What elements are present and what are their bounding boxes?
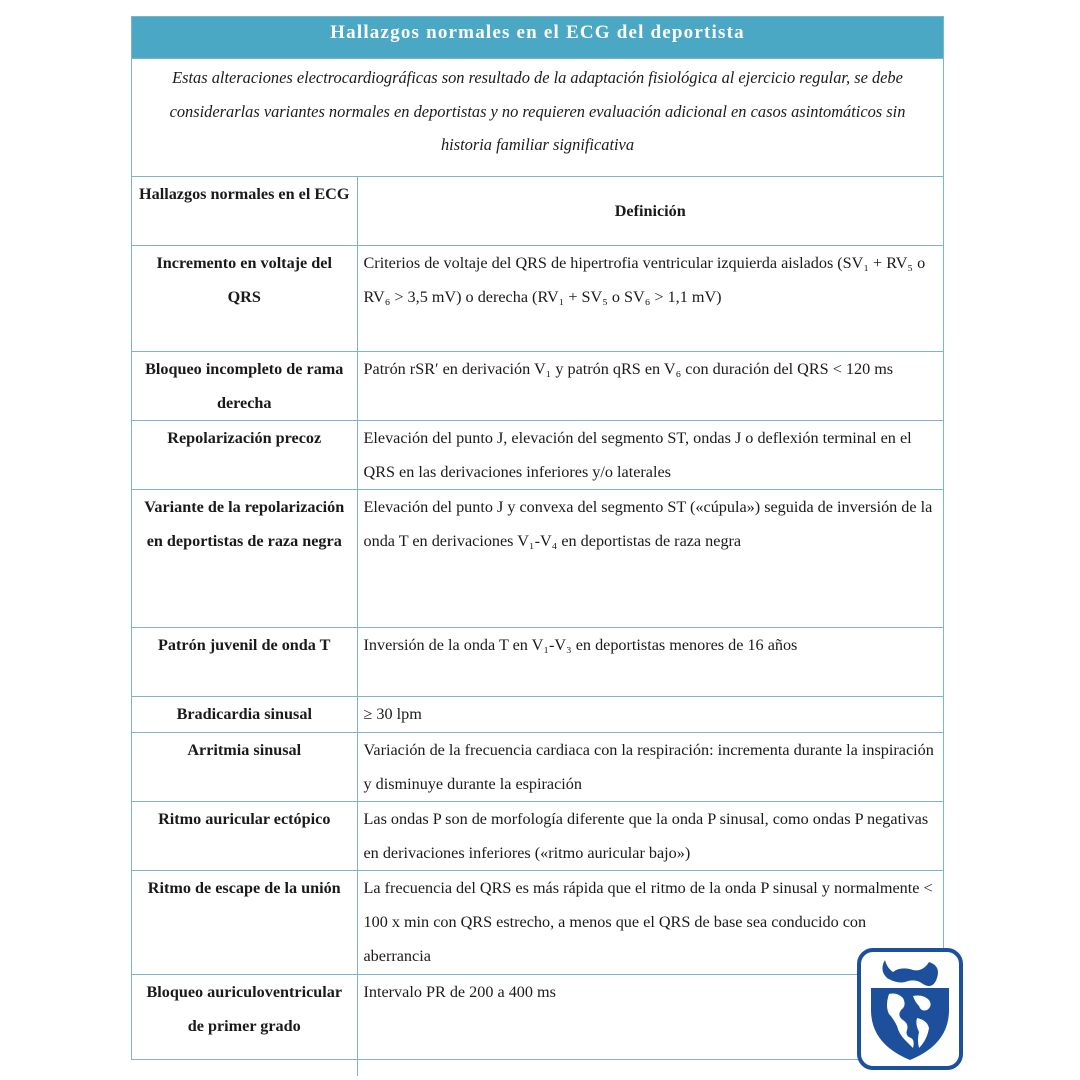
row-definition: Elevación del punto J y convexa del segmento ST («cúpula») seguida de inversión de la onda T en derivaciones V₁-V₄ en deportistas de raza negra [357,489,943,627]
row-term: Bloqueo incompleto de rama derecha [132,351,357,420]
row-term: Bloqueo auriculoventricular de primer grado [132,974,357,1076]
shield-americas-eagle-icon [857,948,963,1072]
row-term: Repolarización precoz [132,420,357,489]
table-header-row [132,177,943,245]
row-term: Ritmo auricular ectópico [132,801,357,870]
row-term: Arritmia sinusal [132,732,357,801]
row-definition: Intervalo PR de 200 a 400 ms [357,974,943,1076]
row-term: Patrón juvenil de onda T [132,627,357,696]
row-term: Variante de la repolarización en deportistas de raza negra [132,489,357,627]
ecg-table-document [131,16,944,1060]
table-row [132,732,943,801]
table-row [132,870,943,974]
document-title: Hallazgos normales en el ECG del deportista [132,17,943,59]
row-definition: La frecuencia del QRS es más rápida que el ritmo de la onda P sinusal y normalmente < 100 x min con QRS estrecho, a menos que el QRS de base sea conducido con aberrancia [357,870,943,974]
table-row [132,420,943,489]
table-row [132,801,943,870]
column-header-findings: Hallazgos normales en el ECG [132,177,357,245]
row-term: Incremento en voltaje del QRS [132,245,357,351]
table-row [132,351,943,420]
row-definition: Patrón rSR′ en derivación V₁ y patrón qRS en V₆ con duración del QRS < 120 ms [357,351,943,420]
row-term: Bradicardia sinusal [132,696,357,732]
row-term: Ritmo de escape de la unión [132,870,357,974]
row-definition: Variación de la frecuencia cardiaca con la respiración: incrementa durante la inspiración y disminuye durante la espiración [357,732,943,801]
column-header-definition: Definición [357,177,943,245]
table-row [132,627,943,696]
table-row [132,245,943,351]
table-row [132,489,943,627]
row-definition: Las ondas P son de morfología diferente que la onda P sinusal, como ondas P negativas en derivaciones inferiores («ritmo auricular bajo») [357,801,943,870]
row-definition: Inversión de la onda T en V₁-V₃ en deportistas menores de 16 años [357,627,943,696]
table-row [132,974,943,1076]
row-definition: Elevación del punto J, elevación del segmento ST, ondas J o deflexión terminal en el QRS en las derivaciones inferiores y/o laterales [357,420,943,489]
table-row [132,696,943,732]
row-definition: ≥ 30 lpm [357,696,943,732]
row-definition: Criterios de voltaje del QRS de hipertrofia ventricular izquierda aislados (SV₁ + RV₅ o RV₆ > 3,5 mV) o derecha (RV₁ + SV₅ o SV₆ > 1,1 mV) [357,245,943,351]
findings-table [132,177,943,1076]
intro-paragraph: Estas alteraciones electrocardiográficas son resultado de la adaptación fisiológica al ejercicio regular, se debe considerarlas variantes normales en deportistas y no requieren evaluación adicional en casos asintomáticos sin historia familiar significativa [132,59,943,177]
